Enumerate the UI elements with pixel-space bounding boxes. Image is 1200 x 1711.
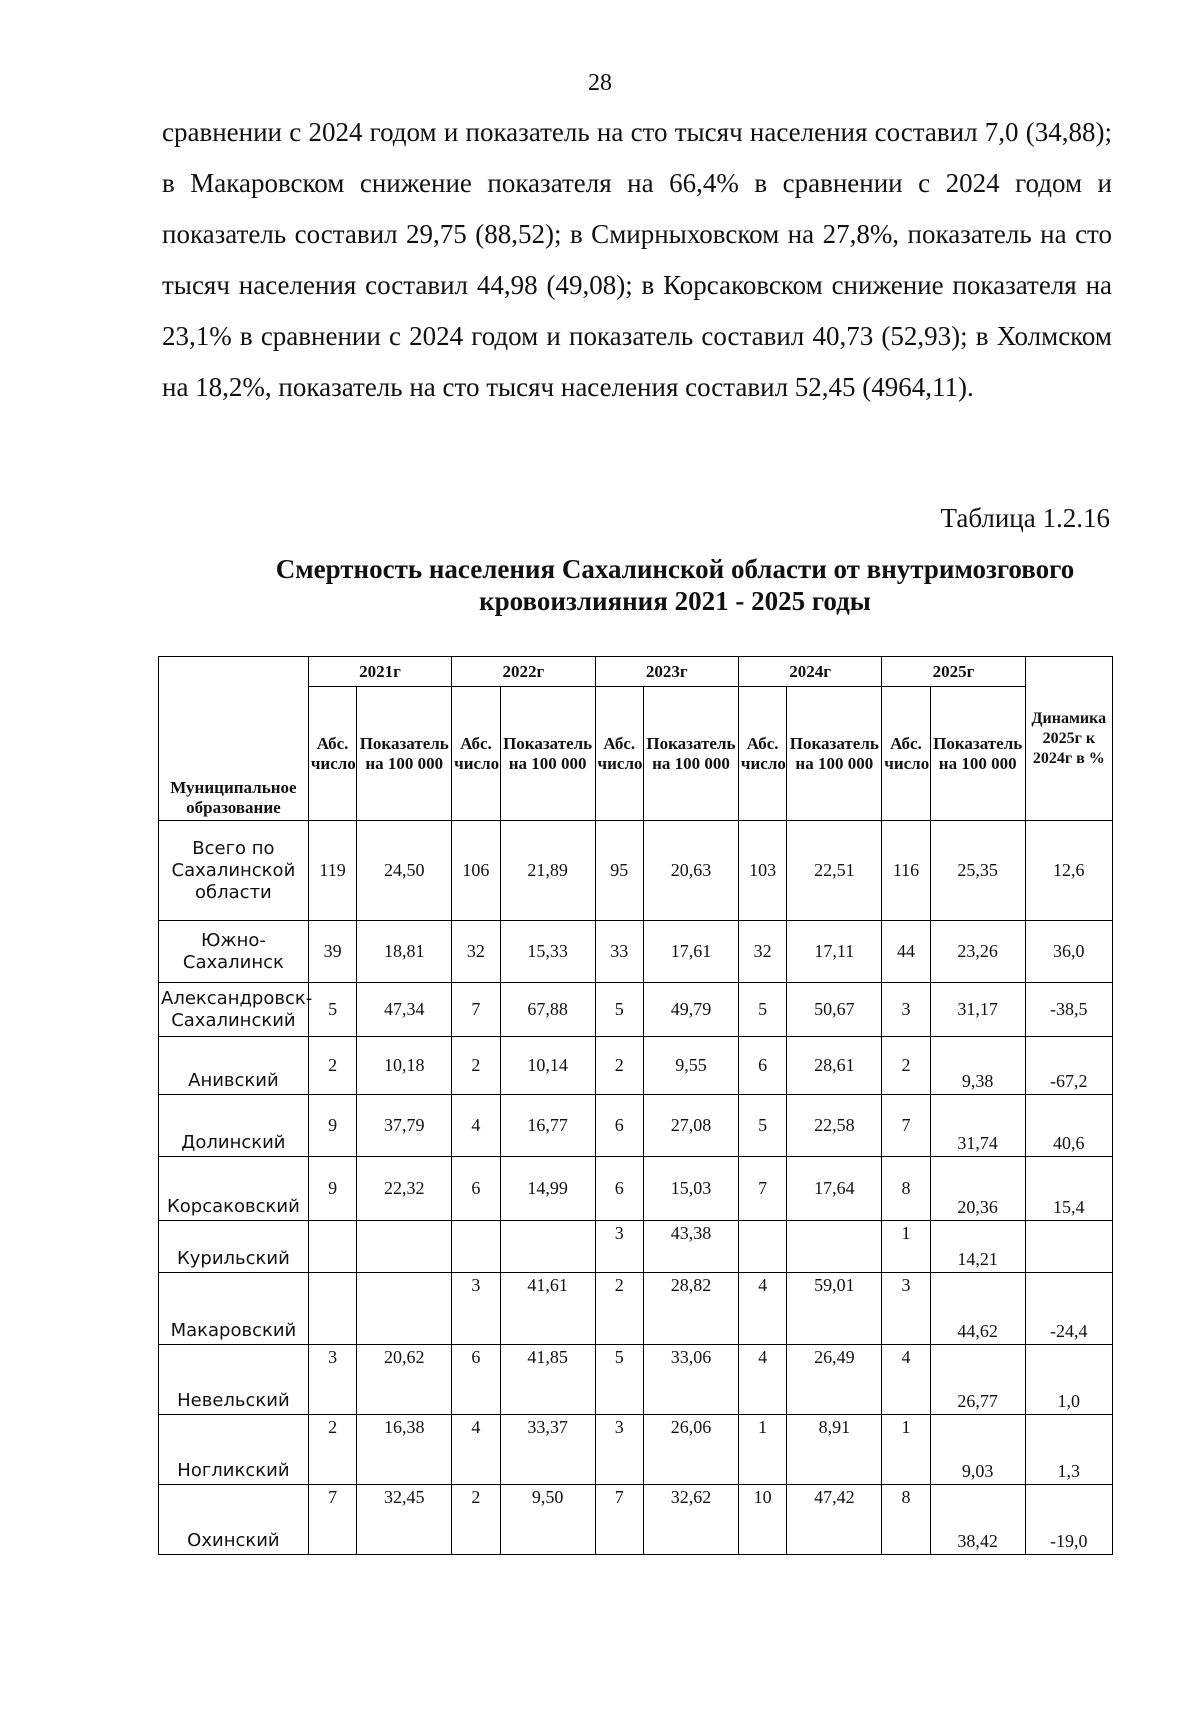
rate-value-cell: 32,62	[644, 1485, 739, 1555]
rate-value-cell: 26,49	[787, 1345, 882, 1415]
municipality-cell: Южно-Сахалинск	[159, 921, 309, 983]
table-row	[159, 1273, 1113, 1345]
body-paragraph: сравнении с 2024 годом и показатель на сто тысяч населения составил 7,0 (34,88); в Макаровском снижение показателя на 66,4% в сравнении с 2024 годом и показатель составил 29,75 (88,52); в Смирныховском на 27,8%, показатель на сто тысяч населения составил 44,98 (49,08); в Корсаковском снижение показателя на 23,1% в сравнении с 2024 годом и показатель составил 40,73 (52,93); в Холмском на 18,2%, показатель на сто тысяч населения составил 52,45 (4964,11).	[162, 117, 1112, 402]
rate-value-cell: 41,61	[500, 1273, 595, 1345]
mortality-table	[158, 656, 1113, 1555]
abs-value-cell: 4	[738, 1273, 787, 1345]
abs-value-cell: 6	[452, 1345, 501, 1415]
rate-value-cell: 50,67	[787, 983, 882, 1037]
abs-value-cell: 5	[595, 983, 644, 1037]
rate-value-cell: 33,06	[644, 1345, 739, 1415]
table-row	[159, 1221, 1113, 1273]
abs-value-cell: 9	[308, 1157, 357, 1221]
rate-value-cell: 43,38	[644, 1221, 739, 1273]
table-row	[159, 921, 1113, 983]
rate-value-cell: 49,79	[644, 983, 739, 1037]
abs-value-cell	[738, 1221, 787, 1273]
dynamics-cell: 15,4	[1025, 1157, 1112, 1221]
header-year-2021: 2021г	[308, 657, 451, 687]
abs-value-cell: 3	[308, 1345, 357, 1415]
header-year-2025: 2025г	[882, 657, 1025, 687]
table-caption: Таблица 1.2.16	[940, 503, 1110, 533]
header-municipality: Муниципальное образование	[159, 657, 309, 821]
abs-value-cell: 7	[452, 983, 501, 1037]
abs-value-cell: 6	[452, 1157, 501, 1221]
rate-value-cell: 15,03	[644, 1157, 739, 1221]
abs-value-cell: 5	[595, 1345, 644, 1415]
table-row	[159, 1415, 1113, 1485]
rate-value-cell: 67,88	[500, 983, 595, 1037]
rate-value-cell: 17,61	[644, 921, 739, 983]
dynamics-cell: -38,5	[1025, 983, 1112, 1037]
header-year-2022: 2022г	[452, 657, 595, 687]
header-abs-2024: Абс. число	[738, 687, 787, 821]
header-rate-2021: Показатель на 100 000	[357, 687, 452, 821]
table-title-line-2: кровоизлияния 2021 - 2025 годы	[479, 586, 871, 616]
table-row	[159, 983, 1113, 1037]
rate-value-cell: 22,58	[787, 1095, 882, 1157]
abs-value-cell: 7	[308, 1485, 357, 1555]
header-year-2023: 2023г	[595, 657, 738, 687]
rate-value-cell: 20,63	[644, 821, 739, 921]
rate-value-cell: 27,08	[644, 1095, 739, 1157]
rate-value-cell: 15,33	[500, 921, 595, 983]
abs-value-cell: 5	[308, 983, 357, 1037]
table-row	[159, 1095, 1113, 1157]
abs-value-cell: 106	[452, 821, 501, 921]
header-abs-2021: Абс. число	[308, 687, 357, 821]
dynamics-cell: -67,2	[1025, 1037, 1112, 1095]
rate-value-cell: 23,26	[930, 921, 1025, 983]
table-row	[159, 1157, 1113, 1221]
header-abs-2023: Абс. число	[595, 687, 644, 821]
municipality-cell: Всего по Сахалинской области	[159, 821, 309, 921]
abs-value-cell: 32	[738, 921, 787, 983]
abs-value-cell: 7	[738, 1157, 787, 1221]
rate-value-cell: 9,55	[644, 1037, 739, 1095]
rate-value-cell: 14,99	[500, 1157, 595, 1221]
rate-value-cell: 16,77	[500, 1095, 595, 1157]
table-title-line-1: Смертность населения Сахалинской области от внутримозгового	[275, 554, 1075, 584]
abs-value-cell: 8	[882, 1485, 931, 1555]
table-row	[159, 1037, 1113, 1095]
abs-value-cell: 44	[882, 921, 931, 983]
header-abs-2022: Абс. число	[452, 687, 501, 821]
abs-value-cell: 3	[595, 1221, 644, 1273]
abs-value-cell: 119	[308, 821, 357, 921]
abs-value-cell: 3	[882, 983, 931, 1037]
table-body	[159, 821, 1113, 1555]
rate-value-cell: 21,89	[500, 821, 595, 921]
abs-value-cell: 2	[882, 1037, 931, 1095]
abs-value-cell: 5	[738, 1095, 787, 1157]
municipality-cell: Макаровский	[159, 1273, 309, 1345]
table-row	[159, 1485, 1113, 1555]
rate-value-cell: 16,38	[357, 1415, 452, 1485]
abs-value-cell: 3	[882, 1273, 931, 1345]
rate-value-cell: 22,51	[787, 821, 882, 921]
rate-value-cell: 31,74	[930, 1095, 1025, 1157]
abs-value-cell: 95	[595, 821, 644, 921]
abs-value-cell: 3	[452, 1273, 501, 1345]
abs-value-cell: 2	[452, 1485, 501, 1555]
table-title	[240, 553, 1110, 617]
abs-value-cell: 4	[882, 1345, 931, 1415]
header-rate-2022: Показатель на 100 000	[500, 687, 595, 821]
abs-value-cell: 3	[595, 1415, 644, 1485]
page-number: 28	[588, 70, 612, 96]
rate-value-cell: 26,06	[644, 1415, 739, 1485]
municipality-cell: Анивский	[159, 1037, 309, 1095]
rate-value-cell: 9,03	[930, 1415, 1025, 1485]
rate-value-cell: 10,14	[500, 1037, 595, 1095]
rate-value-cell: 18,81	[357, 921, 452, 983]
rate-value-cell	[787, 1221, 882, 1273]
table-row	[159, 1345, 1113, 1415]
abs-value-cell: 6	[595, 1095, 644, 1157]
abs-value-cell: 2	[308, 1415, 357, 1485]
rate-value-cell: 41,85	[500, 1345, 595, 1415]
rate-value-cell: 20,36	[930, 1157, 1025, 1221]
header-rate-2025: Показатель на 100 000	[930, 687, 1025, 821]
rate-value-cell: 22,32	[357, 1157, 452, 1221]
abs-value-cell: 7	[882, 1095, 931, 1157]
abs-value-cell: 4	[452, 1415, 501, 1485]
header-year-2024: 2024г	[738, 657, 881, 687]
rate-value-cell: 59,01	[787, 1273, 882, 1345]
abs-value-cell	[308, 1221, 357, 1273]
abs-value-cell: 32	[452, 921, 501, 983]
header-dynamics: Динамика 2025г к 2024г в %	[1025, 657, 1112, 821]
table-row	[159, 821, 1113, 921]
abs-value-cell	[308, 1273, 357, 1345]
rate-value-cell	[500, 1221, 595, 1273]
abs-value-cell: 6	[595, 1157, 644, 1221]
abs-value-cell: 1	[882, 1415, 931, 1485]
abs-value-cell: 2	[595, 1273, 644, 1345]
rate-value-cell: 37,79	[357, 1095, 452, 1157]
dynamics-cell: 1,0	[1025, 1345, 1112, 1415]
abs-value-cell: 7	[595, 1485, 644, 1555]
abs-value-cell: 10	[738, 1485, 787, 1555]
rate-value-cell: 25,35	[930, 821, 1025, 921]
rate-value-cell: 38,42	[930, 1485, 1025, 1555]
rate-value-cell: 28,82	[644, 1273, 739, 1345]
rate-value-cell: 32,45	[357, 1485, 452, 1555]
header-abs-2025: Абс. число	[882, 687, 931, 821]
rate-value-cell: 47,42	[787, 1485, 882, 1555]
abs-value-cell: 2	[595, 1037, 644, 1095]
abs-value-cell: 1	[882, 1221, 931, 1273]
abs-value-cell: 33	[595, 921, 644, 983]
rate-value-cell: 33,37	[500, 1415, 595, 1485]
municipality-cell: Александровск-Сахалинский	[159, 983, 309, 1037]
dynamics-cell: 1,3	[1025, 1415, 1112, 1485]
rate-value-cell: 26,77	[930, 1345, 1025, 1415]
rate-value-cell	[357, 1273, 452, 1345]
rate-value-cell: 10,18	[357, 1037, 452, 1095]
abs-value-cell: 5	[738, 983, 787, 1037]
municipality-cell: Невельский	[159, 1345, 309, 1415]
abs-value-cell: 4	[452, 1095, 501, 1157]
abs-value-cell: 39	[308, 921, 357, 983]
rate-value-cell: 9,38	[930, 1037, 1025, 1095]
dynamics-cell: 12,6	[1025, 821, 1112, 921]
rate-value-cell: 17,64	[787, 1157, 882, 1221]
abs-value-cell: 6	[738, 1037, 787, 1095]
dynamics-cell: -19,0	[1025, 1485, 1112, 1555]
municipality-cell: Ногликский	[159, 1415, 309, 1485]
rate-value-cell: 8,91	[787, 1415, 882, 1485]
rate-value-cell: 28,61	[787, 1037, 882, 1095]
rate-value-cell: 17,11	[787, 921, 882, 983]
abs-value-cell: 4	[738, 1345, 787, 1415]
rate-value-cell: 31,17	[930, 983, 1025, 1037]
rate-value-cell: 20,62	[357, 1345, 452, 1415]
rate-value-cell: 44,62	[930, 1273, 1025, 1345]
dynamics-cell: 36,0	[1025, 921, 1112, 983]
abs-value-cell: 1	[738, 1415, 787, 1485]
abs-value-cell: 9	[308, 1095, 357, 1157]
abs-value-cell: 2	[308, 1037, 357, 1095]
abs-value-cell	[452, 1221, 501, 1273]
abs-value-cell: 116	[882, 821, 931, 921]
municipality-cell: Корсаковский	[159, 1157, 309, 1221]
municipality-cell: Долинский	[159, 1095, 309, 1157]
rate-value-cell: 24,50	[357, 821, 452, 921]
rate-value-cell: 47,34	[357, 983, 452, 1037]
header-rate-2023: Показатель на 100 000	[644, 687, 739, 821]
dynamics-cell: -24,4	[1025, 1273, 1112, 1345]
abs-value-cell: 2	[452, 1037, 501, 1095]
rate-value-cell: 14,21	[930, 1221, 1025, 1273]
header-rate-2024: Показатель на 100 000	[787, 687, 882, 821]
rate-value-cell	[357, 1221, 452, 1273]
municipality-cell: Охинский	[159, 1485, 309, 1555]
municipality-cell: Курильский	[159, 1221, 309, 1273]
rate-value-cell: 9,50	[500, 1485, 595, 1555]
dynamics-cell: 40,6	[1025, 1095, 1112, 1157]
abs-value-cell: 8	[882, 1157, 931, 1221]
dynamics-cell	[1025, 1221, 1112, 1273]
abs-value-cell: 103	[738, 821, 787, 921]
